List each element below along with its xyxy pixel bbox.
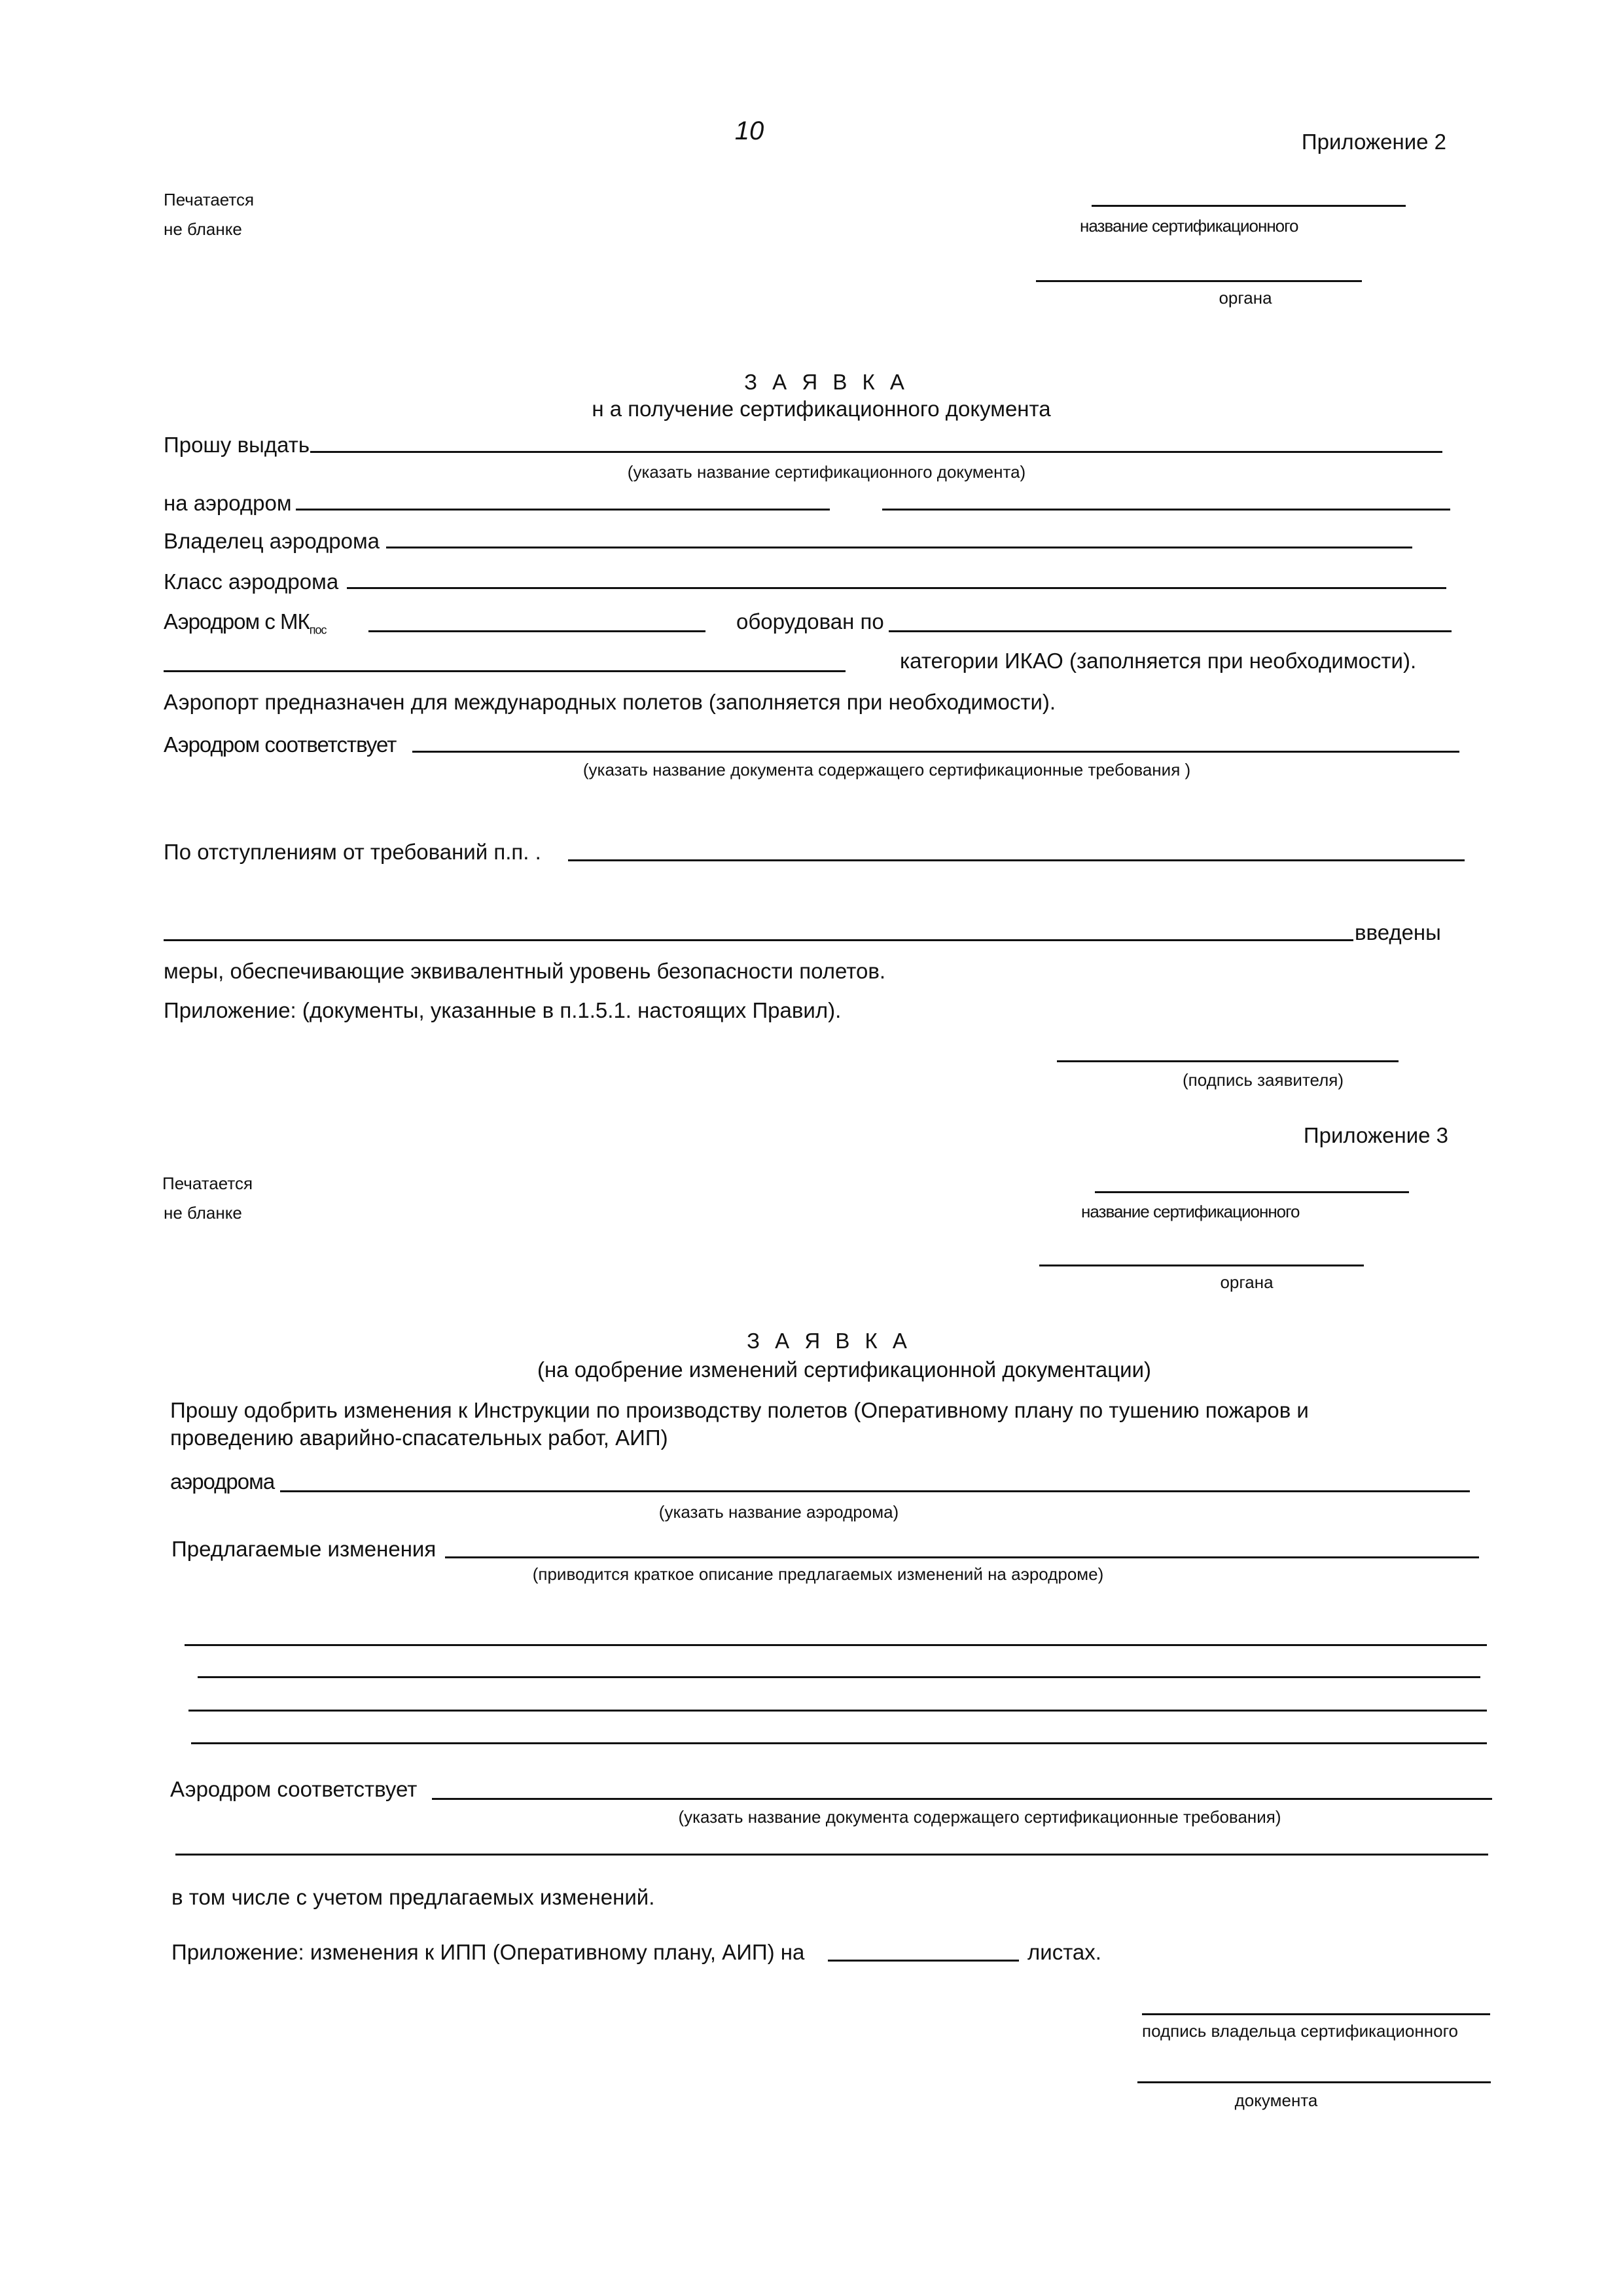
printed-note-line-1: Печатается [162,1174,253,1193]
changes-line[interactable] [445,1556,1479,1558]
application-subtitle: (на одобрение изменений сертификационной документации) [537,1357,1152,1382]
attachment-text: Приложение: (документы, указанные в п.1.5.1. настоящих Правил). [164,998,842,1022]
mk-label: Аэродром с $МК_{пос}$ [164,609,327,637]
attachment-text: Приложение: изменения к ИПП (Оперативному плану, АИП) на [171,1940,805,1964]
deviations-line[interactable] [568,859,1465,861]
complies-line[interactable] [412,751,1459,753]
changes-description-line-4[interactable] [191,1742,1487,1744]
owner-signature-line-1[interactable] [1142,2013,1490,2015]
introduced-line[interactable] [164,939,1353,941]
org-name-caption-1: название сертификационного [1080,216,1298,236]
printed-note-line-2: не бланке [164,219,242,239]
org-name-caption-2: органа [1220,1272,1274,1292]
changes-description-line-2[interactable] [198,1676,1480,1678]
mk-line[interactable] [368,630,705,632]
complies-label: Аэродром соответствует [170,1777,418,1801]
introduced-label: введены [1355,920,1441,944]
owner-signature-caption-1: подпись владельца сертификационного [1142,2021,1458,2041]
complies-hint: (указать название документа содержащего сертификационные требования) [678,1807,1281,1827]
complies-hint: (указать название документа содержащего сертификационные требования ) [582,760,1191,780]
equipped-line[interactable] [889,630,1452,632]
issue-hint: (указать название сертификационного документа) [627,462,1026,482]
measures-text: меры, обеспечивающие эквивалентный уровень безопасности полетов. [164,959,886,983]
including-changes-text: в том числе с учетом предлагаемых изменений. [171,1885,655,1909]
owner-signature-line-2[interactable] [1137,2081,1491,2083]
owner-line[interactable] [386,547,1412,548]
org-name-caption-1: название сертификационного [1081,1202,1300,1221]
changes-hint: (приводится краткое описание предлагаемых изменений на аэродроме) [532,1564,1104,1584]
changes-label: Предлагаемые изменения [171,1537,437,1561]
issue-line[interactable] [310,451,1442,453]
owner-label: Владелец аэродрома [164,529,380,553]
aerodrome-label: аэродрома [170,1469,275,1494]
sheets-count-line[interactable] [828,1960,1019,1962]
org-name-line-1[interactable] [1092,205,1406,207]
applicant-signature-caption: (подпись заявителя) [1182,1070,1344,1090]
application-subtitle: н а получение сертификационного документа [592,397,1051,421]
org-name-caption-2: органа [1219,288,1272,308]
org-name-line-2[interactable] [1036,280,1362,282]
changes-description-line-1[interactable] [185,1644,1487,1646]
printed-note-line-1: Печатается [164,190,255,209]
page-number: 10 [734,117,764,145]
application-title: З А Я В К А [747,1329,912,1353]
international-note: Аэропорт предназначен для международных полетов (заполняется при необходимости). [164,690,1056,714]
sheets-label: листах. [1027,1940,1101,1964]
org-name-line-1[interactable] [1095,1191,1409,1193]
class-label: Класс аэродрома [164,569,339,594]
equipped-label: оборудован по [736,609,884,634]
request-text-line-2: проведению аварийно-спасательных работ, АИП) [170,1426,668,1450]
deviations-label: По отступлениям от требований п.п. . [164,840,541,864]
icao-category-label: категории ИКАО (заполняется при необходимости). [900,649,1417,673]
printed-note-line-2: не бланке [164,1203,242,1223]
applicant-signature-line[interactable] [1057,1060,1399,1062]
changes-description-line-3[interactable] [188,1710,1487,1712]
appendix-3-label: Приложение 3 [1303,1123,1448,1147]
org-name-line-2[interactable] [1039,1265,1364,1266]
aerodrome-hint: (указать название аэродрома) [658,1502,899,1522]
complies-label: Аэродром соответствует [164,732,397,757]
aerodrome-line-b[interactable] [882,509,1450,511]
issue-label: Прошу выдать [164,433,310,457]
aerodrome-line-a[interactable] [296,509,830,511]
aerodrome-label: на аэродром [164,491,292,515]
owner-signature-caption-2: документа [1234,2090,1318,2110]
appendix-2-label: Приложение 2 [1301,130,1446,154]
aerodrome-line[interactable] [280,1490,1470,1492]
icao-category-line[interactable] [164,670,846,672]
complies-extra-line[interactable] [175,1854,1488,1856]
request-text-line-1: Прошу одобрить изменения к Инструкции по производству полетов (Оперативному плану по тушению пожаров и [170,1398,1309,1422]
class-line[interactable] [347,587,1446,589]
complies-line[interactable] [432,1798,1492,1800]
application-title: З А Я В К А [744,370,909,394]
